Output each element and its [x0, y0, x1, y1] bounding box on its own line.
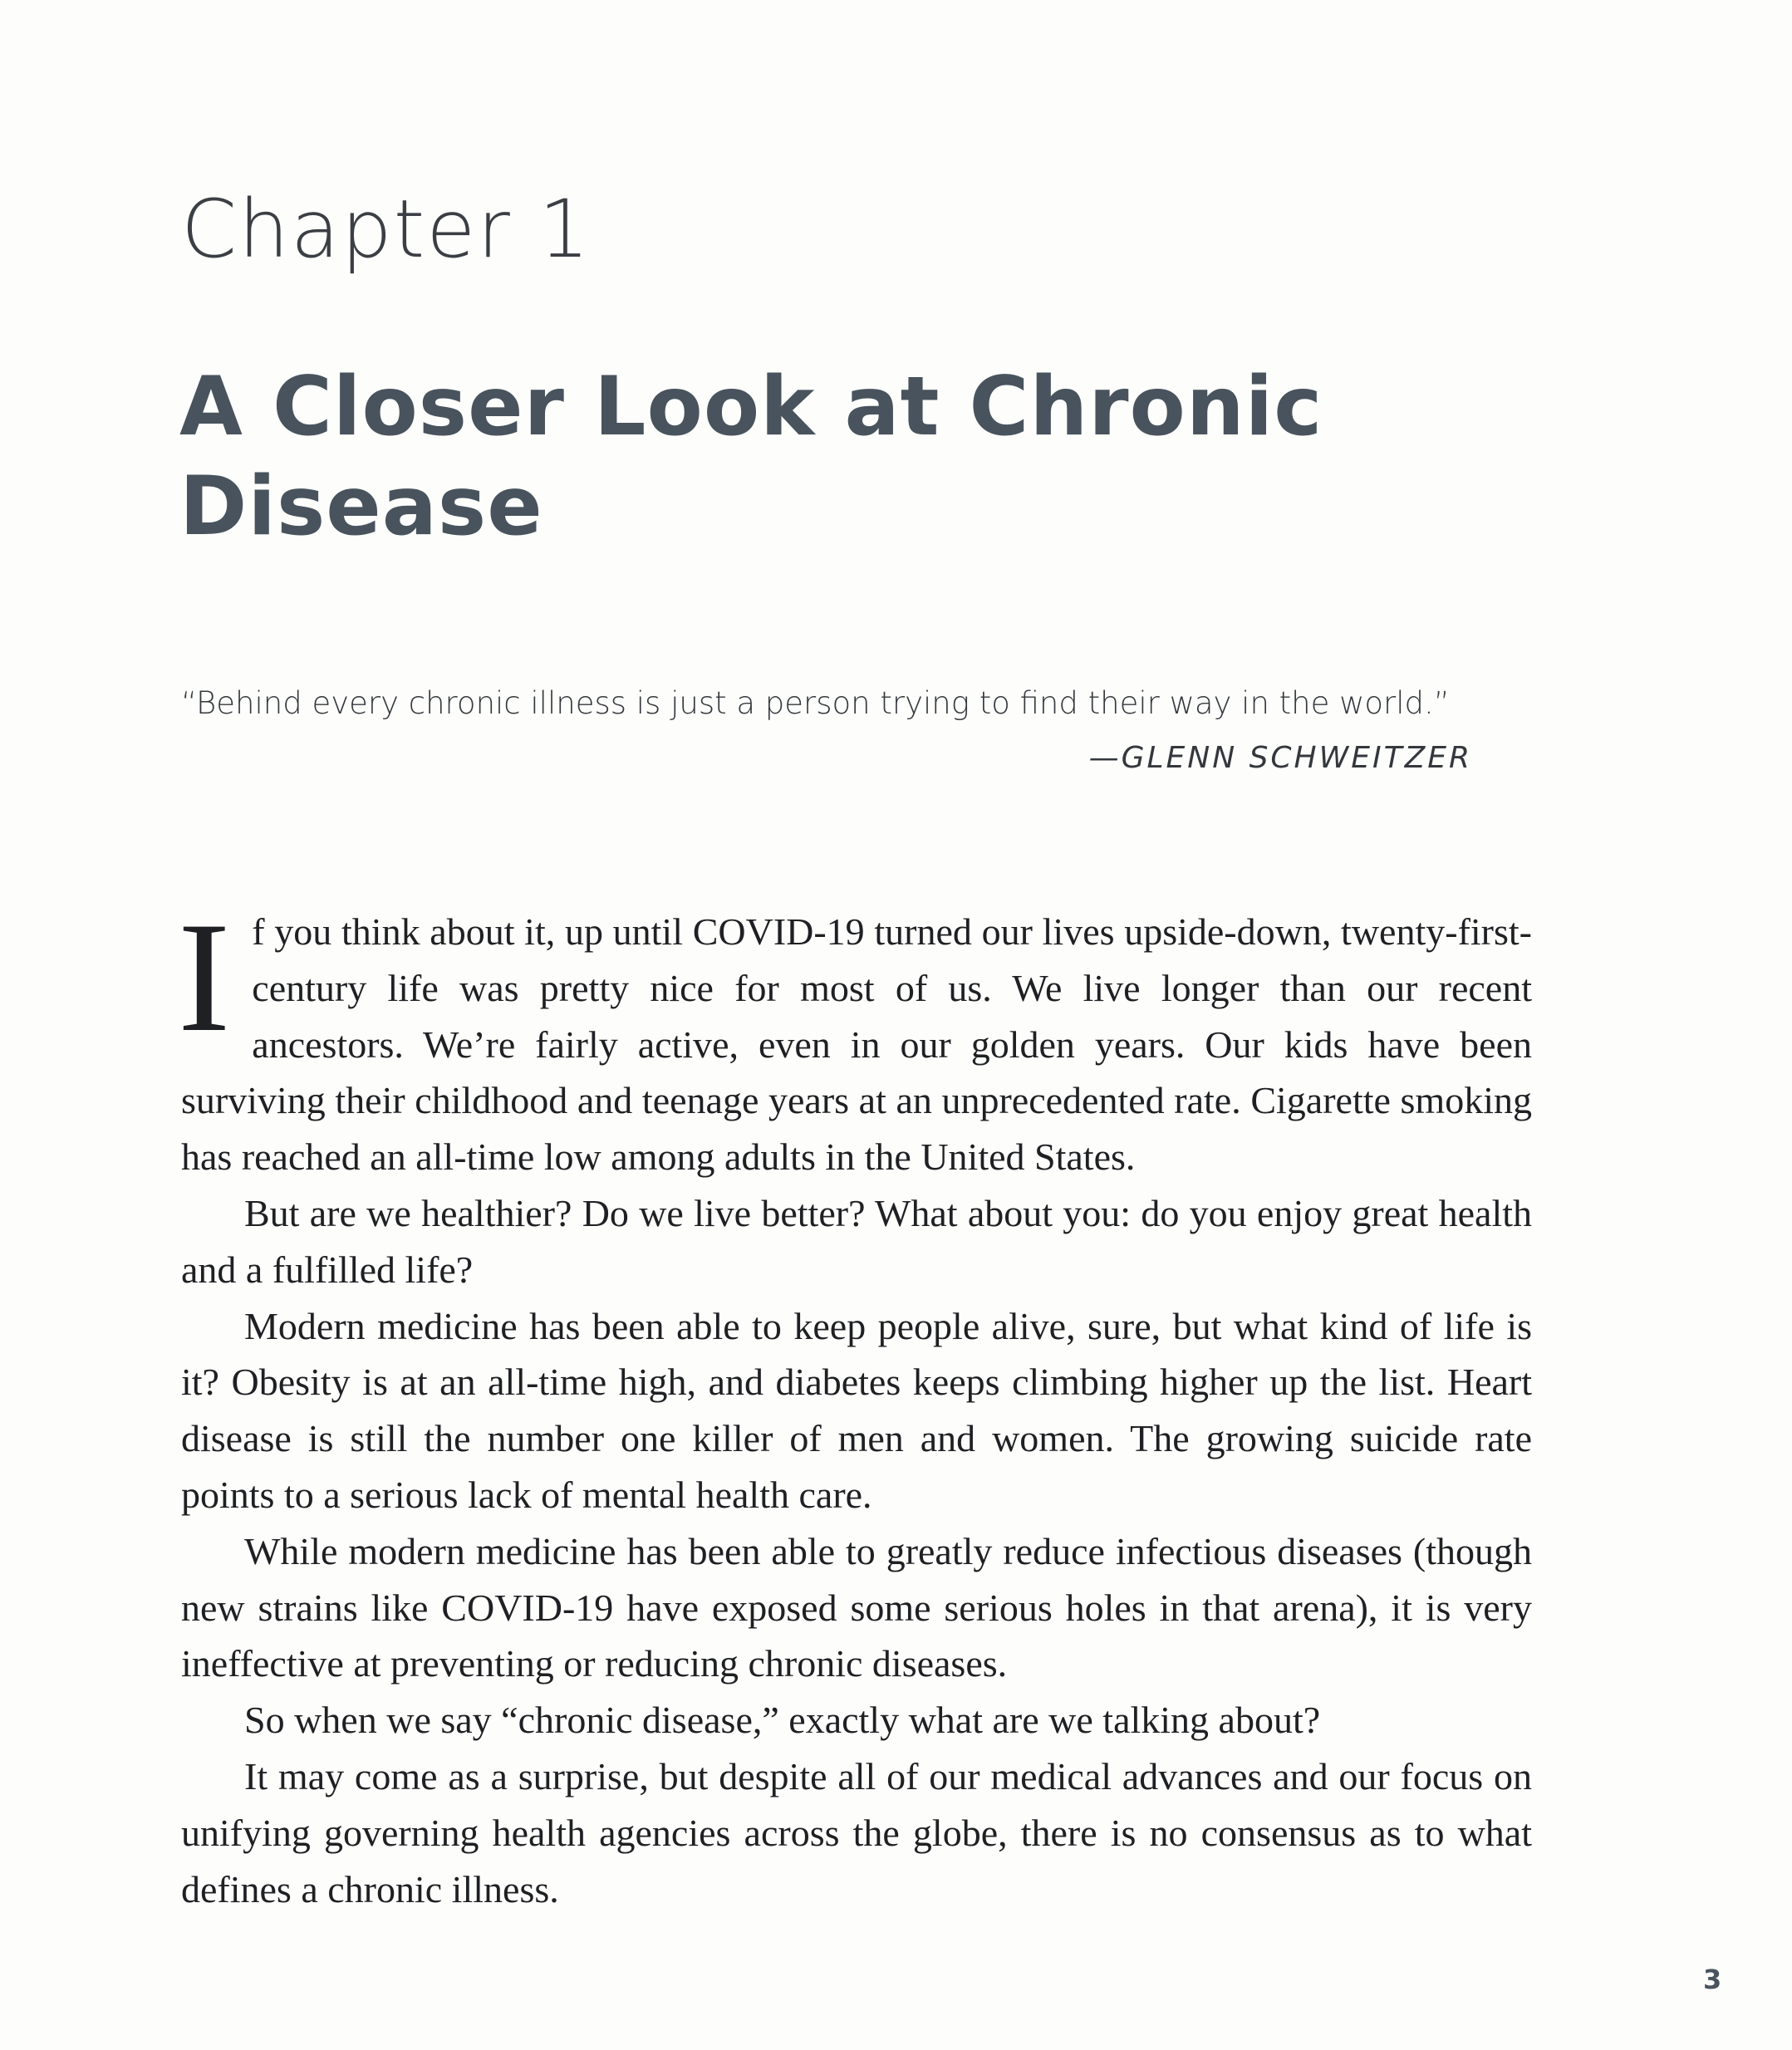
body-paragraph: It may come as a surprise, but despite all of our medical advances and our focus on unifying governing health agencies across the globe, there is no consensus as to what defines a chronic illness.: [181, 1754, 1532, 1910]
body-paragraph: So when we say “chronic disease,” exactly what are we talking about?: [244, 1699, 1321, 1742]
chapter-title: A Closer Look at Chronic Disease: [179, 360, 1323, 554]
drop-cap: I: [178, 890, 231, 1065]
page-number: 3: [1703, 1964, 1722, 1995]
chapter-body: [178, 890, 1532, 1917]
chapter-label: Chapter 1: [181, 183, 592, 276]
epigraph-attribution: —GLENN SCHWEITZER: [1088, 741, 1472, 775]
epigraph-quote: “Behind every chronic illness is just a person trying to find their way in the world.”: [181, 685, 1450, 721]
body-paragraph: While modern medicine has been able to greatly reduce infectious diseases (though new strains like COVID-19 have exposed some serious holes in that arena), it is very ineffective at preventing or reducing chronic diseases.: [181, 1529, 1532, 1685]
body-paragraph: Modern medicine has been able to keep people alive, sure, but what kind of life is it? Obesity is at an all-time high, and diabetes keeps climbing higher up the list. Heart disease is still the number one killer of men and women. The growing suicide rate points to a serious lack of mental health care.: [181, 1304, 1532, 1516]
paragraph-text: f you think about it, up until COVID-19 turned our lives upside-down, twenty-first-century life was pretty nice for most of us. We live longer than our recent ancestors. We’re fairly active, even in our golden years. Our kids have been surviving their childhood and teenage years at an unprecedented rate. Cigarette smoking has reached an all-time low among adults in the United States.: [181, 910, 1532, 1179]
body-paragraph: [178, 890, 1532, 1185]
body-paragraph: But are we healthier? Do we live better? What about you: do you enjoy great health and a fulfilled life?: [181, 1191, 1532, 1291]
